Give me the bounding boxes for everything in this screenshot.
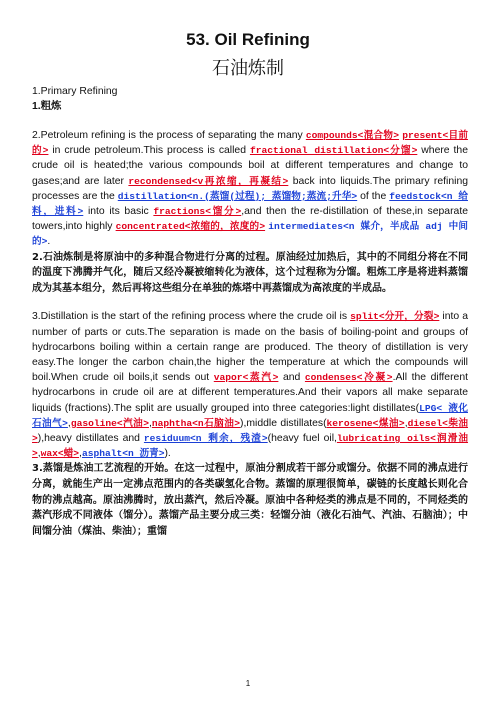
- paragraph-3-en: [32, 309, 468, 461]
- section-heading-zh: 1.粗炼: [32, 101, 62, 112]
- text-run: ,and then the re-distillation of these,in separate towers,into highly: [32, 206, 468, 233]
- keyword-gloss: naphtha<n石脑油>: [151, 417, 241, 429]
- text-run: where the crude oil is heated;the various compounds boil at different temperatures and change to gases;and are later: [32, 145, 468, 187]
- page-title-chinese: 石油炼制: [212, 58, 284, 79]
- keyword-gloss: residuum<n 剩余，残渣>: [143, 433, 268, 445]
- text-run: .: [47, 236, 51, 248]
- text-run: ),middle distillates(: [240, 417, 327, 429]
- keyword-gloss: concentrated<浓缩的，浓度的>: [115, 221, 266, 233]
- section-heading-en: 1.Primary Refining: [32, 86, 118, 97]
- text-run: ,: [37, 448, 41, 460]
- text-run: and: [278, 372, 305, 384]
- text-run: in crude petroleum.This process is called: [48, 145, 250, 157]
- text-run: ,: [404, 417, 408, 429]
- page-number: 1: [245, 679, 251, 688]
- text-run: into its basic: [83, 206, 154, 218]
- text-run: ,: [79, 448, 82, 460]
- paragraph-2-zh: 2.石油炼制是将原油中的多种混合物进行分离的过程。原油经过加热后，其中的不同组分将在不同的温度下沸腾并气化，随后又经冷凝被缩转化为液体，这个过程称为分馏。粗炼工序是将进料蒸馏成为其基本组分，然后再将这些组分在单独的炼塔中再蒸馏成为高浓度的半成品。: [32, 251, 468, 294]
- keyword-gloss: distillation<n.(蒸馏(过程); 蒸馏物;蒸流;升华>: [117, 190, 358, 202]
- paragraph-2-en: [32, 128, 468, 250]
- keyword-gloss: present<目前的>: [32, 130, 468, 157]
- keyword-gloss: vapor<蒸汽>: [213, 372, 279, 384]
- text-run: ).: [164, 448, 171, 460]
- keyword-gloss: lubricating oils<润滑油>: [32, 433, 469, 460]
- keyword-gloss: gasoline<汽油>: [70, 417, 149, 429]
- paragraph-3-zh: 3.蒸馏是炼油工艺流程的开始。在这一过程中，原油分割成若干部分或馏分。依据不同的沸点进行分离，就能生产出一定沸点范围内的各类碳氢化合物。蒸馏的原理很简单，碳链的长度越长则化合物的沸点越高。原油沸腾时，放出蒸汽，然后冷凝。原油中各种烃类的沸点是不同的，不同烃类的蒸汽形成不同液体（馏分）。蒸馏产品主要分成三类：轻馏分油（液化石油气、汽油、石脑油）；中间馏分油（煤油、柴油）；重馏: [32, 463, 468, 537]
- keyword-gloss: fractions<馏分>: [153, 206, 242, 218]
- keyword-gloss: fractional distillation<分馏>: [249, 145, 418, 157]
- text-run: ,: [67, 417, 71, 429]
- keyword-gloss: wax<蜡>: [40, 448, 80, 460]
- keyword-gloss: recondensed<v再浓缩，再凝结>: [128, 175, 289, 187]
- keyword-gloss: condenses<冷凝>: [304, 372, 393, 384]
- keyword-gloss: split<分开，分裂>: [350, 311, 440, 323]
- keyword-gloss: asphalt<n 沥青>: [81, 448, 165, 460]
- keyword-gloss: intermediates<n 媒介，半成品 adj 中间的>: [32, 221, 469, 248]
- text-run: ,: [148, 417, 152, 429]
- text-run: .All the different hydrocarbons in crude oil are at different temperatures.And their vapors all make separate liquids (fractions).The split are usually grouped into three categories:light distillates(: [32, 372, 468, 414]
- keyword-gloss: LPG< 液化石油气>: [32, 402, 468, 429]
- page-title: 53. Oil Refining: [186, 30, 310, 49]
- document-body: [32, 84, 468, 539]
- keyword-gloss: diesel<柴油>: [32, 417, 468, 445]
- keyword-gloss: compounds<混合物>: [305, 130, 400, 141]
- text-run: 3.Distillation is the start of the refining process where the crude oil is: [32, 311, 351, 323]
- text-run: 2.Petroleum refining is the process of separating the many: [32, 130, 306, 141]
- text-run: back into liquids.The primary refining processes are the: [32, 175, 469, 202]
- text-run: ),heavy distillates and: [37, 433, 144, 445]
- text-run: into a number of parts or cuts.The separation is made on the basis of boiling-point and groups of hydrocarbons boiling within a certain range are produced. The theory of distillation is very easy.The longer the carbon chain,the higher the temperature at which the compounds will boil.When crude oil boils,it sends out: [32, 311, 468, 384]
- keyword-gloss: kerosene<煤油>: [326, 417, 405, 429]
- keyword-gloss: feedstock<n 给料，进料>: [32, 190, 468, 218]
- text-run: of the: [357, 190, 390, 202]
- text-run: (heavy fuel oil,: [267, 433, 337, 445]
